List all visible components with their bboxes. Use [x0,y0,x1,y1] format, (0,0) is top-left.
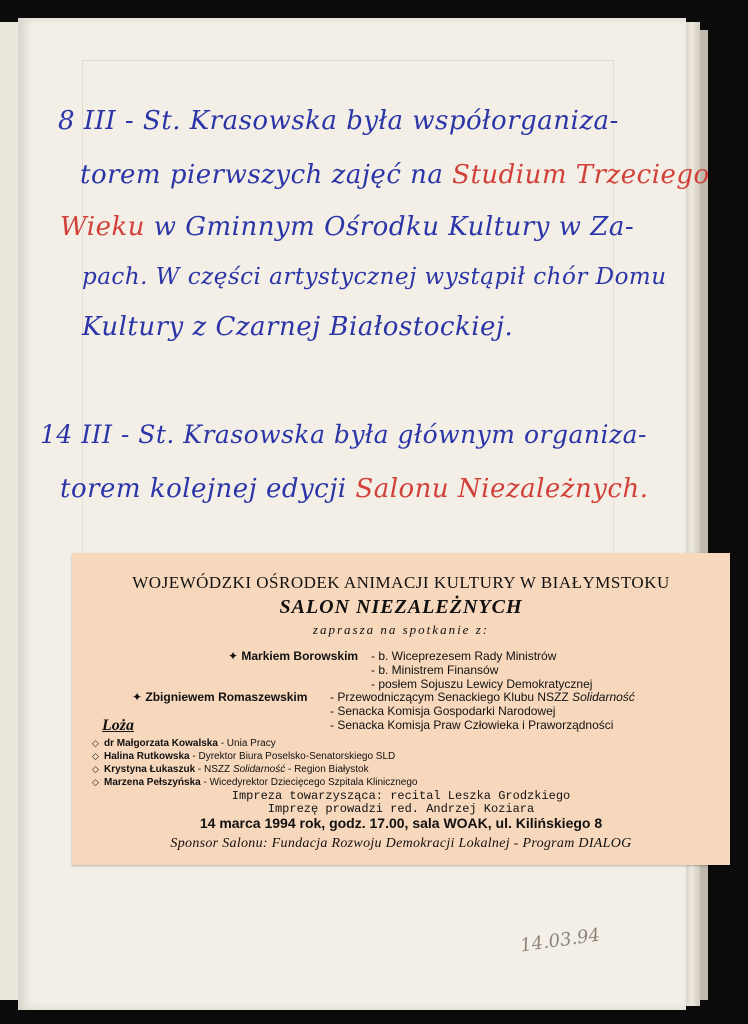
guest-2-name [132,690,307,704]
entry1-line-2 [80,160,710,190]
entry1-line-3 [60,212,634,242]
event-host: Imprezę prowadzi red. Andrzej Koziara [267,802,535,816]
entry1-line-2-text: torem pierwszych zajęć na [80,160,444,190]
event-sponsor: Sponsor Salonu: Fundacja Rozwoju Demokracji Lokalnej - Program DIALOG [170,836,632,851]
loza-item-name: Krystyna Łukaszuk [104,764,196,775]
guest-1-role-1: - b. Wiceprezesem Rady Ministrów [371,649,557,663]
entry1-line-1: 8 III - St. Krasowska była współorganiza- [58,106,619,136]
accompanying-event: Impreza towarzysząca: recital Leszka Grodzkiego [231,789,571,803]
guest-1-role-3: - posłem Sojuszu Lewicy Demokratycznej [371,677,593,691]
loza-item [92,738,276,749]
entry2-line-2-text: torem kolejnej edycji [60,474,347,504]
entry1-line-5: Kultury z Czarnej Białostockiej. [82,312,514,342]
guest-1-name-text: Markiem Borowskim [241,649,359,663]
entry2-red-text: Salonu Niezależnych. [355,474,649,504]
event-title: SALON NIEZALEŻNYCH [279,596,523,618]
event-date-place: 14 marca 1994 rok, godz. 17.00, sala WOAK, ul. Kilińskiego 8 [199,815,603,831]
diamond-bullet-icon: ◇ [92,751,99,761]
pencil-date-note: 14.03.94 [518,924,602,957]
invitation-clipping [72,553,730,865]
loza-item-name: dr Małgorzata Kowalska [104,738,218,749]
guest-2-role-main-italic: Solidarność [572,690,635,704]
guest-2-bullet-icon: ✦ [132,690,146,704]
guest-2-name-text: Zbigniewem Romaszewskim [145,690,308,704]
diamond-bullet-icon: ◇ [92,738,99,748]
invite-line: zaprasza na spotkanie z: [312,622,490,637]
guest-1-name [228,649,358,663]
loza-item-desc: - NSZZ [195,764,233,775]
guest-2-role-main [330,690,635,704]
loza-item-desc-2: - Region Białystok [285,764,369,775]
loza-item-desc: - Wicedyrektor Dziecięcego Szpitala Klinicznego [200,777,418,788]
entry2-line-1: 14 III - St. Krasowska była głównym organiza- [40,420,647,449]
entry1-red-text-1: Studium Trzeciego [452,160,710,190]
left-page-edge [0,22,19,1000]
entry2-line-2 [60,474,648,504]
diamond-bullet-icon: ◇ [92,777,99,787]
entry1-line-3-text: w Gminnym Ośrodku Kultury w Za- [153,212,635,242]
loza-item-desc: - Dyrektor Biura Poselsko-Senatorskiego SLD [189,751,396,762]
entry1-red-text-2: Wieku [60,212,145,242]
guest-2-role-main-text: - Przewodniczącym Senackiego Klubu NSZZ [330,690,569,704]
organizer-header: WOJEWÓDZKI OŚRODEK ANIMACJI KULTURY W BIAŁYMSTOKU [132,573,670,592]
loza-item-name: Marzena Pełszyńska [104,777,201,788]
loza-item [92,751,395,762]
loza-item-italic: Solidarność [232,764,286,775]
loza-item [92,764,369,775]
guest-2-role-2: - Senacka Komisja Gospodarki Narodowej [330,704,556,718]
guest-1-role-2: - b. Ministrem Finansów [371,663,499,677]
guest-1-bullet-icon: ✦ [228,649,242,663]
diamond-bullet-icon: ◇ [92,764,99,774]
loza-item-desc: - Unia Pracy [217,738,276,749]
entry1-line-4: pach. W części artystycznej wystąpił chór Domu [82,264,667,290]
loza-item [92,777,417,788]
guest-2-role-3: - Senacka Komisja Praw Człowieka i Praworządności [330,718,614,732]
loza-item-name: Halina Rutkowska [104,751,190,762]
loza-heading: Loża [102,717,134,734]
